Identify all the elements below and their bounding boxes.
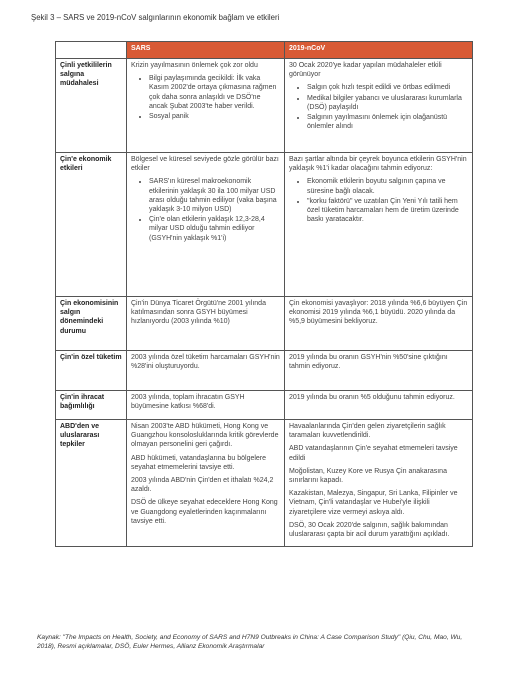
sars-cell bbox=[127, 153, 285, 297]
list-item: • Medikal bilgiler yabancı ve uluslararası kurumlarla (DSÖ) paylaşıldı bbox=[307, 94, 468, 112]
sars-cell bbox=[127, 420, 285, 547]
table-row bbox=[56, 59, 473, 153]
cell-paragraph: 2019 yılında bu oranın GSYH'nin %50'sine çıktığını tahmin ediyoruz. bbox=[289, 354, 448, 371]
cell-paragraph: Havaalanlarında Çin'den gelen ziyaretçilerin sağlık taramaları kuvvetlendirildi. bbox=[289, 423, 446, 440]
cell-paragraph: ABD hükümeti, vatandaşlarına bu bölgelere seyahat etmemelerini tavsiye etti. bbox=[131, 454, 267, 471]
table-row bbox=[56, 351, 473, 391]
cell-paragraph: 2003 yılında ABD'nin Çin'den et ithalatı %24,2 azaldı. bbox=[131, 477, 274, 494]
cell-paragraph: Çin ekonomisi yavaşlıyor: 2018 yılında %6,6 büyüyen Çin ekonomisi 2019 yılında %6,1 büyüdü. 2020 yılında da %5,9 büyümesini bekliyoruz. bbox=[289, 300, 468, 326]
list-item: • Ekonomik etkilerin boyutu salgının çapına ve süresine bağlı olacak. bbox=[307, 177, 468, 195]
ncov-cell bbox=[285, 351, 473, 391]
table-row bbox=[56, 297, 473, 351]
cell-paragraph: Kazakistan, Malezya, Singapur, Sri Lanka, Filipinler ve Vietnam, Çin'li vatandaşlar ve Hubei'yle ilişkili ziyaretçilere vize vermeyi askıya aldı. bbox=[289, 490, 458, 516]
ncov-cell bbox=[285, 391, 473, 420]
table-row bbox=[56, 391, 473, 420]
list-item: • "korku faktörü" ve uzatılan Çin Yeni Yılı tatili hem özel tüketim harcamaları hem de üretim üzerinde baskı yaratacaktır. bbox=[307, 197, 468, 225]
ncov-cell bbox=[285, 59, 473, 153]
cell-paragraph: 2003 yılında, toplam ihracatın GSYH büyümesine katkısı %68'di. bbox=[131, 394, 245, 411]
row-label: ABD'den ve uluslararası tepkiler bbox=[56, 420, 127, 547]
cell-paragraph: ABD vatandaşlarının Çin'e seyahat etmemeleri tavsiye edildi bbox=[289, 445, 458, 462]
comparison-table bbox=[55, 41, 473, 547]
bullet-list bbox=[131, 177, 280, 242]
ncov-cell bbox=[285, 420, 473, 547]
list-item: • SARS'ın küresel makroekonomik etkilerinin yaklaşık 30 ila 100 milyar USD arası olduğu tahmin ediliyor (vaka başına yaklaşık 3-10 milyon USD) bbox=[149, 177, 280, 214]
bullet-list bbox=[131, 74, 280, 121]
row-label: Çin'e ekonomik etkileri bbox=[56, 153, 127, 297]
header-ncov: 2019-nCoV bbox=[285, 42, 473, 59]
list-item: • Sosyal panik bbox=[149, 112, 280, 121]
list-item: • Salgının yayılmasını önlemek için olağanüstü önlemler alındı bbox=[307, 113, 468, 131]
row-label: Çinli yetkililerin salgına müdahalesi bbox=[56, 59, 127, 153]
cell-paragraph: DSÖ de ülkeye seyahat edeceklere Hong Kong ve Guangdong eyaletlerinden kaçınmalarını tavsiye etti. bbox=[131, 499, 278, 525]
row-label: Çin'in ihracat bağımlılığı bbox=[56, 391, 127, 420]
cell-paragraph: Nisan 2003'te ABD hükümeti, Hong Kong ve Guangzhou konsolosluklarında kritik görevlerde olmayan personelini geri çağırdı. bbox=[131, 423, 279, 449]
header-blank-cell bbox=[56, 42, 127, 59]
cell-intro: Krizin yayılmasının önlemek çok zor oldu bbox=[131, 62, 258, 69]
table-row bbox=[56, 153, 473, 297]
sars-cell bbox=[127, 59, 285, 153]
source-note: Kaynak: "The Impacts on Health, Society, and Economy of SARS and H7N9 Outbreaks in China: A Case Comparison Study" (Qiu, Chu, Mao, Wu, 2018), Resmi açıklamalar, DSÖ, Euler Hermes, Allianz Ekonomik Araştırmalar bbox=[37, 634, 463, 650]
list-item: • Bilgi paylaşımında gecikildi: İlk vaka Kasım 2002'de ortaya çıkmasına rağmen çok daha sonra anlaşıldı ve DSÖ'ne ancak Şubat 2003'te haber verildi. bbox=[149, 74, 280, 111]
header-sars: SARS bbox=[127, 42, 285, 59]
cell-intro: Bölgesel ve küresel seviyede gözle görülür bazı etkiler bbox=[131, 156, 279, 173]
bullet-list bbox=[289, 177, 468, 224]
sars-cell bbox=[127, 297, 285, 351]
sars-cell bbox=[127, 391, 285, 420]
sars-cell bbox=[127, 351, 285, 391]
cell-intro: Bazı şartlar altında bir çeyrek boyunca etkilerin GSYH'nin yaklaşık %1'i kadar olacağını tahmin ediyoruz: bbox=[289, 156, 467, 173]
cell-paragraph: Moğolistan, Kuzey Kore ve Rusya Çin anakarasına sınırlarını kapadı. bbox=[289, 467, 447, 485]
row-label: Çin ekonomisinin salgın dönemindeki durumu bbox=[56, 297, 127, 351]
bullet-list bbox=[289, 83, 468, 131]
table-row bbox=[56, 420, 473, 547]
list-item: • Salgın çok hızlı tespit edildi ve örtbas edilmedi bbox=[307, 83, 468, 92]
row-label: Çin'in özel tüketim bbox=[56, 351, 127, 391]
cell-paragraph: DSÖ, 30 Ocak 2020'de salgının, sağlık bakımından uluslararası çapta bir acil durum yarattığını açıkladı. bbox=[289, 521, 450, 539]
figure-title: Şekil 3 – SARS ve 2019-nCoV salgınlarının ekonomik bağlam ve etkileri bbox=[31, 13, 280, 22]
cell-paragraph: 2003 yılında özel tüketim harcamaları GSYH'nin %28'ini oluşturuyordu. bbox=[131, 354, 280, 371]
cell-paragraph: 2019 yılında bu oranın %5 olduğunu tahmin ediyoruz. bbox=[289, 394, 455, 401]
list-item: • Çin'e olan etkilerin yaklaşık 12,3-28,4 milyar USD olduğu tahmin ediliyor (GSYH'nin yaklaşık %1'i) bbox=[149, 215, 280, 243]
table-header-row bbox=[56, 42, 473, 59]
ncov-cell bbox=[285, 153, 473, 297]
cell-paragraph: Çin'in Dünya Ticaret Örgütü'ne 2001 yılında katılmasından sonra GSYH büyümesi hızlanıyordu (2003 yılında %10) bbox=[131, 300, 266, 326]
ncov-cell bbox=[285, 297, 473, 351]
cell-intro: 30 Ocak 2020'ye kadar yapılan müdahaleler etkili görünüyor bbox=[289, 62, 442, 79]
